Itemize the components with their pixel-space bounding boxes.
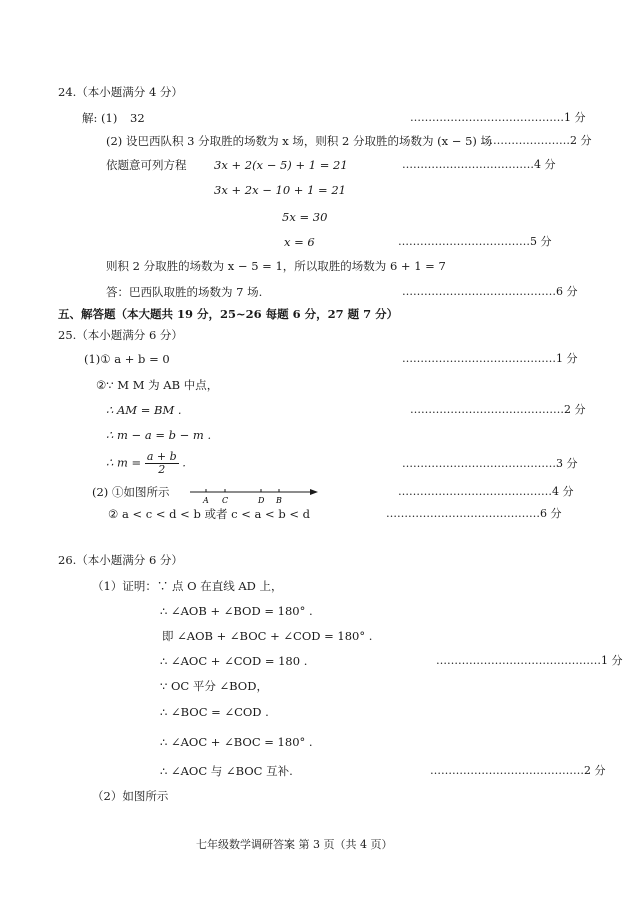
q25-m-equals-end: . — [182, 455, 186, 470]
q25-part1-1: (1)① a + b = 0 — [84, 352, 170, 366]
q25-part1-2: ②∵ M M 为 AB 中点， — [96, 378, 219, 392]
q24-equation-1: 3x + 2(x − 5) + 1 = 21 — [214, 158, 348, 172]
label-b: B — [276, 496, 282, 505]
number-line-arrow — [310, 489, 318, 495]
q26-line-5: ∵ OC 平分 ∠BOD， — [160, 679, 268, 693]
q25-score-3: ……………………………………3 分 — [402, 457, 578, 470]
q25-am-bm: ∴ AM = BM . — [106, 403, 182, 417]
q24-equation-2: 3x + 2x − 10 + 1 = 21 — [214, 183, 346, 197]
q26-line-8: ∴ ∠AOC 与 ∠BOC 互补. — [160, 764, 293, 778]
label-c: C — [222, 496, 229, 505]
q26-score-1: ………………………………………1 分 — [436, 654, 623, 667]
label-a: A — [203, 496, 209, 505]
q25-score-6: ……………………………………6 分 — [386, 507, 562, 520]
q24-jie: 解: (1) — [82, 111, 118, 125]
q25-m-minus-a: ∴ m − a = b − m . — [106, 428, 212, 442]
q26-header: 26.（本小题满分 6 分） — [58, 553, 183, 567]
q26-part2: （2）如图所示 — [92, 789, 169, 803]
q25-score-4: ……………………………………4 分 — [398, 485, 574, 498]
q24-header: 24.（本小题满分 4 分） — [58, 85, 183, 99]
q25-m-equals — [106, 451, 186, 476]
q24-equation-4: x = 6 — [284, 235, 315, 249]
q24-score-4: ………………………………5 分 — [398, 235, 552, 248]
q26-line-7: ∴ ∠AOC + ∠BOC = 180° . — [160, 735, 313, 749]
label-d: D — [258, 496, 265, 505]
q25-part2-1: (2) ①如图所示 — [92, 485, 170, 499]
q24-equation-3: 5x = 30 — [282, 210, 328, 224]
q24-score-3: ………………………………4 分 — [402, 158, 556, 171]
q25-m-equals-lhs: ∴ m = — [106, 455, 142, 470]
q25-score-2: ……………………………………2 分 — [410, 403, 586, 416]
q24-then: 则积 2 分取胜的场数为 x − 5 = 1，所以取胜的场数为 6 + 1 = 7 — [106, 259, 446, 273]
q25-fraction-numerator: a + b — [146, 450, 177, 463]
q26-part1-intro: （1）证明：∵ 点 O 在直线 AD 上， — [92, 579, 283, 593]
q24-yiti: 依题意可列方程 — [106, 158, 187, 172]
q25-fraction — [145, 451, 179, 476]
q26-line-4: ∴ ∠AOC + ∠COD = 180 . — [160, 654, 308, 668]
q24-final-answer: 答：巴西队取胜的场数为 7 场. — [106, 285, 263, 299]
q26-line-6: ∴ ∠BOC = ∠COD . — [160, 705, 269, 719]
q24-score-5: ……………………………………6 分 — [402, 285, 578, 298]
q26-line-3: 即 ∠AOB + ∠BOC + ∠COD = 180° . — [162, 629, 373, 643]
q26-score-2: ……………………………………2 分 — [430, 764, 606, 777]
number-line-diagram — [188, 484, 320, 506]
q26-line-2: ∴ ∠AOB + ∠BOD = 180° . — [160, 604, 313, 618]
q24-step-2: (2) 设巴西队积 3 分取胜的场数为 x 场，则积 2 分取胜的场数为 (x − 5) 场 — [106, 134, 493, 148]
page-footer: 七年级数学调研答案 第 3 页（共 4 页） — [196, 838, 393, 851]
q24-score-2: ……………………2 分 — [482, 134, 592, 147]
q25-score-1: ……………………………………1 分 — [402, 352, 578, 365]
section-5-heading: 五、解答题（本大题共 19 分，25~26 每题 6 分，27 题 7 分） — [58, 307, 399, 321]
q25-part2-2: ② a < c < d < b 或者 c < a < b < d — [108, 507, 310, 521]
q24-answer-1: 32 — [130, 111, 145, 125]
q25-fraction-denominator: 2 — [158, 463, 166, 476]
q25-header: 25.（本小题满分 6 分） — [58, 328, 183, 342]
q24-score-1: ……………………………………1 分 — [410, 111, 586, 124]
